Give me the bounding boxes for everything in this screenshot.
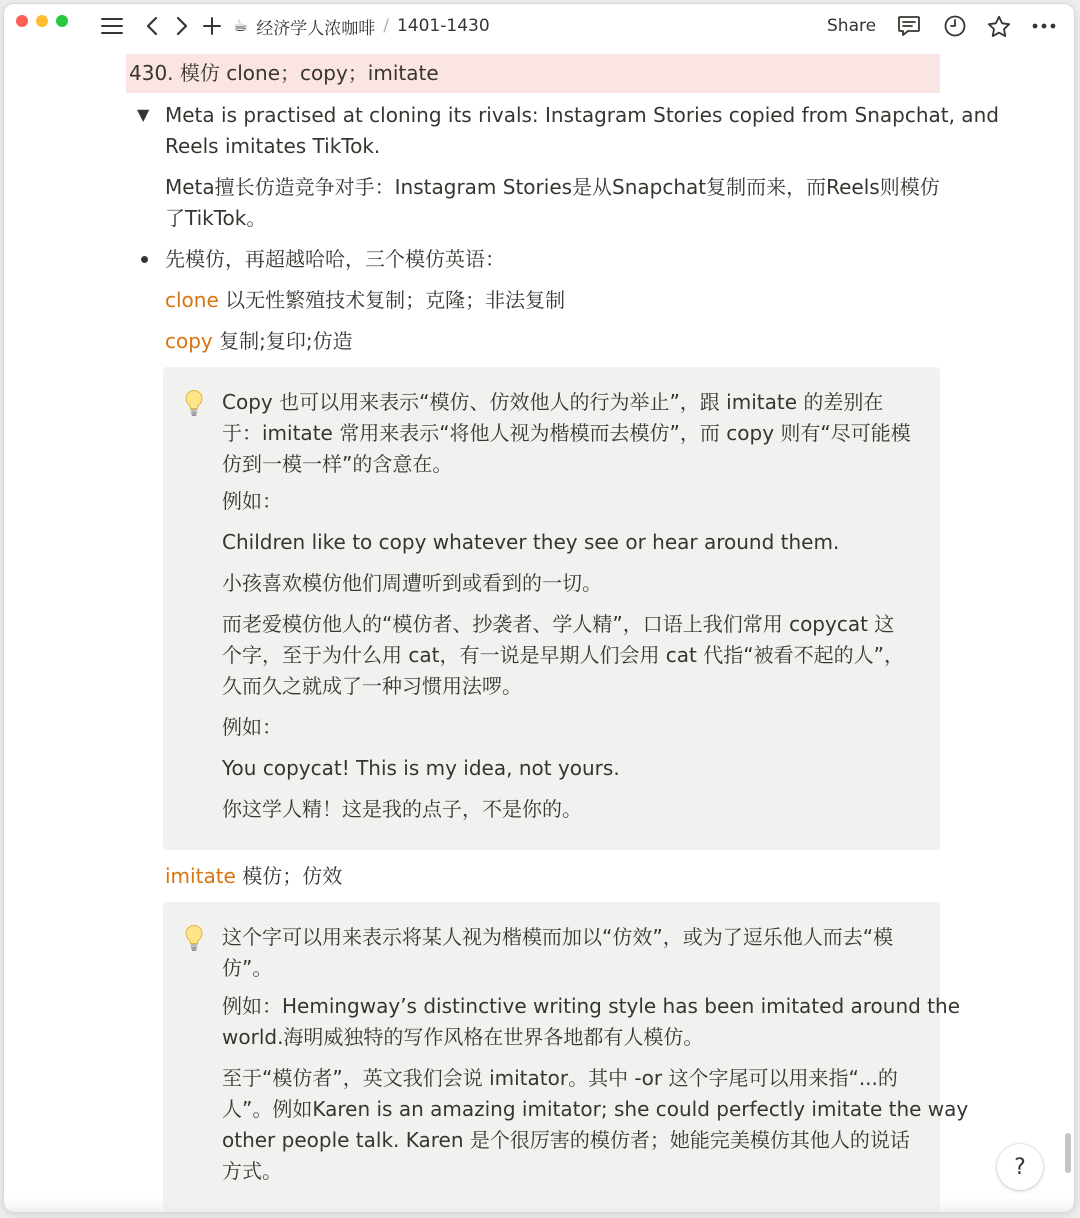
window-close-button[interactable] (16, 15, 28, 27)
window-zoom-button[interactable] (56, 15, 68, 27)
history-clock-icon[interactable] (942, 13, 968, 39)
callout-copy-line: Copy 也可以用来表示“模仿、仿效他人的行为举止”，跟 imitate 的差别在 (222, 390, 884, 414)
callout-imitate-para-3[interactable] (222, 1063, 968, 1187)
bullet-text: 先模仿，再超越哈哈，三个模仿英语： (165, 247, 505, 271)
toggle-line-1: Meta is practised at cloning its rivals: Instagram Stories copied from Snapchat, and (165, 103, 999, 127)
word-copy-row (165, 326, 353, 357)
callout-copy-line: 而老爱模仿他人的“模仿者、抄袭者、学人精”，口语上我们常用 copycat 这 (222, 612, 895, 636)
share-button[interactable]: Share (827, 16, 877, 36)
word-clone-row (165, 285, 565, 316)
example-sentence-zh: 你这学人精！这是我的点子，不是你的。 (222, 797, 582, 821)
example-sentence-en: You copycat! This is my idea, not yours. (222, 756, 620, 780)
window-minimize-button[interactable] (36, 15, 48, 27)
example-sentence-en: Children like to copy whatever they see or hear around them. (222, 530, 840, 554)
comments-icon[interactable] (896, 13, 922, 39)
coffee-icon: ☕ (233, 16, 249, 36)
highlighted-heading: 430. 模仿 clone；copy；imitate (126, 54, 940, 93)
breadcrumb-page[interactable]: 1401-1430 (396, 16, 490, 36)
app-window (4, 4, 1074, 1212)
callout-imitate (163, 902, 969, 1212)
callout-imitate-line: 仿”。 (222, 956, 273, 980)
word-clone-meaning: 以无性繁殖技术复制；克隆；非法复制 (218, 288, 566, 312)
callout-imitate-para-1 (222, 922, 893, 984)
word-copy-meaning: 复制;复印;仿造 (212, 329, 353, 353)
word-imitate-row (165, 861, 342, 892)
page-content (4, 48, 1074, 1212)
breadcrumb-separator: / (383, 16, 389, 36)
bullet-dot (141, 256, 148, 263)
translation-line-1: Meta擅长仿造竞争对手：Instagram Stories是从Snapchat复制而来，而Reels则模仿 (165, 175, 940, 199)
example-label: 例如： (222, 715, 282, 739)
bottom-fade (4, 1198, 1074, 1212)
lightbulb-icon (183, 924, 205, 952)
word-imitate: imitate (165, 864, 236, 888)
new-page-plus-icon[interactable] (202, 13, 222, 39)
favorite-star-icon[interactable] (986, 13, 1012, 39)
help-button[interactable]: ? (997, 1144, 1043, 1190)
breadcrumb-workspace[interactable]: 经济学人浓咖啡 (256, 18, 376, 39)
word-copy: copy (165, 329, 213, 353)
example-sentence-zh: 小孩喜欢模仿他们周遭听到或看到的一切。 (222, 571, 602, 595)
vertical-scrollbar[interactable] (1065, 1133, 1071, 1173)
lightbulb-icon (183, 389, 205, 417)
sidebar-menu-icon[interactable] (100, 13, 124, 39)
toggle-title[interactable] (165, 100, 999, 162)
callout-copy-line: 久而久之就成了一种习惯用法啰。 (222, 674, 522, 698)
back-arrow-icon[interactable] (142, 13, 162, 39)
callout-imitate-line: 人”。例如Karen is an amazing imitator; she could perfectly imitate the way (222, 1097, 969, 1121)
translation-line-2: 了TikTok。 (165, 206, 267, 230)
callout-copy-line: 于：imitate 常用来表示“将他人视为楷模而去模仿”，而 copy 则有“尽可能模 (222, 421, 911, 445)
breadcrumb (233, 15, 490, 37)
callout-copy-para-1 (222, 387, 911, 480)
callout-imitate-line: 这个字可以用来表示将某人视为楷模而加以“仿效”，或为了逗乐他人而去“模 (222, 925, 894, 949)
callout-copy-para-2 (222, 609, 904, 702)
word-imitate-meaning: 模仿；仿效 (235, 864, 343, 888)
callout-imitate-line: world.海明威独特的写作风格在世界各地都有人模仿。 (222, 1025, 704, 1049)
callout-copy (163, 367, 940, 850)
callout-copy-line: 仿到一模一样”的含意在。 (222, 452, 453, 476)
callout-imitate-line: 方式。 (222, 1159, 282, 1183)
top-bar (4, 4, 1074, 48)
callout-imitate-line: 例如：Hemingway’s distinctive writing style has been imitated around the (222, 994, 960, 1018)
callout-copy-line: 个字，至于为什么用 cat，有一说是早期人们会用 cat 代指“被看不起的人”， (222, 643, 904, 667)
toggle-triangle-icon[interactable]: ▼ (137, 105, 150, 124)
toggle-line-2: Reels imitates TikTok. (165, 134, 381, 158)
word-clone: clone (165, 288, 219, 312)
callout-imitate-para-2 (222, 991, 960, 1053)
callout-imitate-line: 至于“模仿者”，英文我们会说 imitator。其中 -or 这个字尾可以用来指“...的 (222, 1066, 898, 1090)
forward-arrow-icon[interactable] (172, 13, 192, 39)
callout-imitate-line: other people talk. Karen 是个很厉害的模仿者；她能完美模仿其他人的说话 (222, 1128, 910, 1152)
toggle-translation (165, 172, 940, 234)
example-label: 例如： (222, 489, 282, 513)
more-options-icon[interactable] (1030, 13, 1058, 39)
